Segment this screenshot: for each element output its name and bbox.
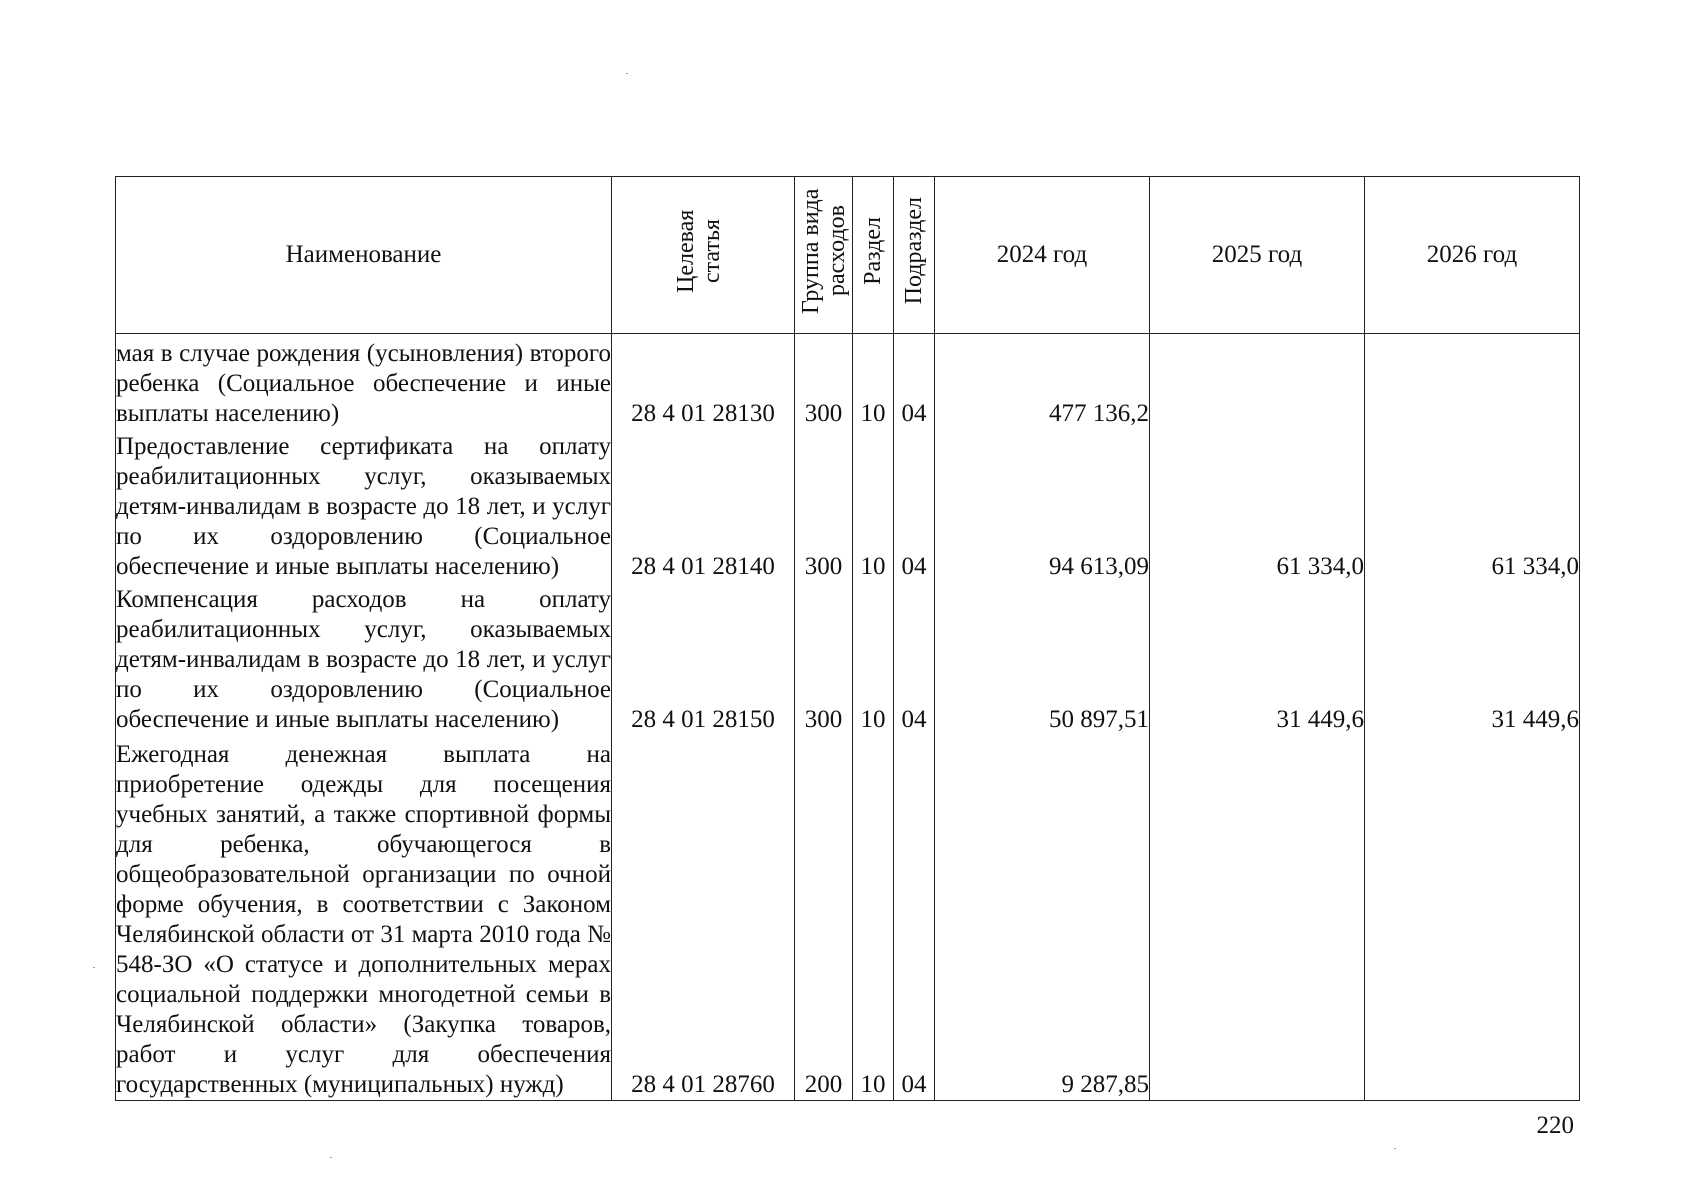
row-target-article: 28 4 01 28140 [612, 429, 795, 582]
row-expense-group: 300 [795, 582, 853, 735]
header-section-label: Раздел [860, 217, 886, 285]
row-value-2026 [1365, 735, 1580, 1101]
table-row [116, 334, 1580, 429]
row-value-2026: 61 334,0 [1365, 429, 1580, 582]
row-name: Предоставление сертификата на оплату реабилитационных услуг, оказываемых детям-инвалидам в возрасте до 18 лет, и услуг по их оздоровлению (Социальное обеспечение и иные выплаты населению) [116, 429, 612, 582]
scan-speck [330, 1157, 332, 1158]
table-row [116, 735, 1580, 1101]
row-value-2024: 9 287,85 [935, 735, 1150, 1101]
row-value-2025: 61 334,0 [1150, 429, 1365, 582]
row-subsection: 04 [894, 429, 935, 582]
header-year-2025 [1150, 177, 1365, 334]
header-target-article [612, 177, 795, 334]
scan-speck [93, 967, 95, 968]
row-value-2025 [1150, 735, 1365, 1101]
header-year-2024 [935, 177, 1150, 334]
row-target-article: 28 4 01 28150 [612, 582, 795, 735]
row-subsection: 04 [894, 735, 935, 1101]
header-expense-group [795, 177, 853, 334]
row-section: 10 [853, 582, 894, 735]
row-expense-group: 300 [795, 334, 853, 429]
table-row [116, 429, 1580, 582]
header-year-2026 [1365, 177, 1580, 334]
row-subsection: 04 [894, 334, 935, 429]
row-section: 10 [853, 429, 894, 582]
row-section: 10 [853, 334, 894, 429]
scan-speck [626, 73, 628, 74]
budget-table [115, 176, 1580, 1101]
row-value-2024: 94 613,09 [935, 429, 1150, 582]
table-header-row [116, 177, 1580, 334]
header-section [853, 177, 894, 334]
header-subsection-label: Подраздел [901, 197, 927, 305]
row-value-2024: 477 136,2 [935, 334, 1150, 429]
scan-speck [1394, 1148, 1396, 1149]
row-subsection: 04 [894, 582, 935, 735]
header-year-2024-label: 2024 год [996, 241, 1088, 268]
row-name: мая в случае рождения (усыновления) второго ребенка (Социальное обеспечение и иные выплаты населению) [116, 334, 612, 429]
header-name: Наименование [116, 177, 612, 334]
row-value-2026: 31 449,6 [1365, 582, 1580, 735]
header-expense-group-label: Группа вида расходов [797, 188, 850, 314]
row-target-article: 28 4 01 28130 [612, 334, 795, 429]
row-value-2024: 50 897,51 [935, 582, 1150, 735]
row-name: Ежегодная денежная выплата на приобретение одежды для посещения учебных занятий, а также спортивной формы для ребенка, обучающегося в общеобразовательной организации по очной форме обучения, в соответствии с Законом Челябинской области от 31 марта 2010 года № 548-ЗО «О статусе и дополнительных мерах социальной поддержки многодетной семьи в Челябинской области» (Закупка товаров, работ и услуг для обеспечения государственных (муниципальных) нужд) [116, 735, 612, 1101]
table-row [116, 582, 1580, 735]
row-target-article: 28 4 01 28760 [612, 735, 795, 1101]
header-year-2025-label: 2025 год [1211, 241, 1303, 268]
page-number: 220 [1536, 1112, 1574, 1139]
row-value-2025: 31 449,6 [1150, 582, 1365, 735]
row-name: Компенсация расходов на оплату реабилитационных услуг, оказываемых детям-инвалидам в возрасте до 18 лет, и услуг по их оздоровлению (Социальное обеспечение и иные выплаты населению) [116, 582, 612, 735]
row-section: 10 [853, 735, 894, 1101]
header-subsection [894, 177, 935, 334]
row-value-2026 [1365, 334, 1580, 429]
row-value-2025 [1150, 334, 1365, 429]
header-target-article-label: Целевая статья [673, 209, 725, 293]
row-expense-group: 200 [795, 735, 853, 1101]
row-expense-group: 300 [795, 429, 853, 582]
header-year-2026-label: 2026 год [1426, 241, 1518, 268]
